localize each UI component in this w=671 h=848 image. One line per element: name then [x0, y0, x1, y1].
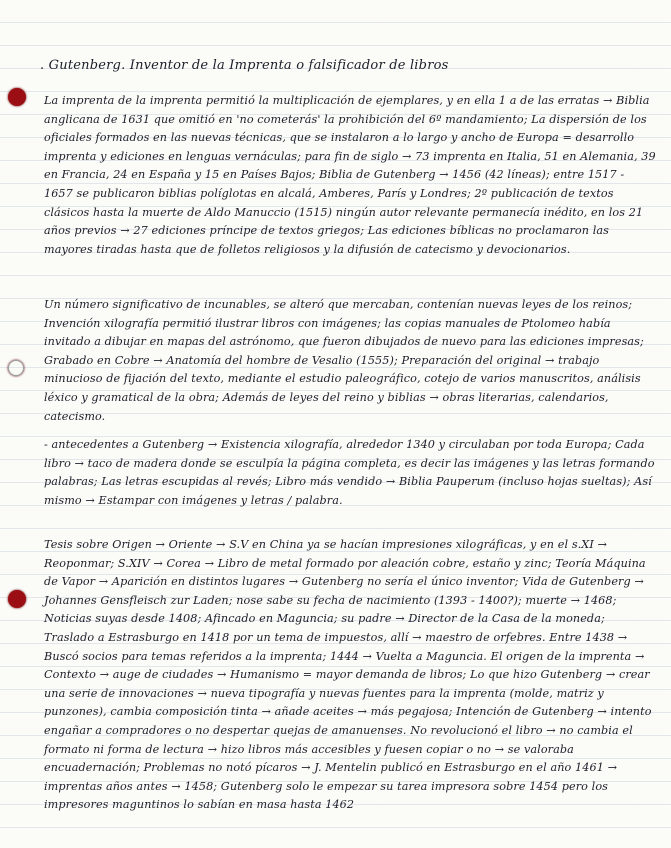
paragraph-3	[44, 436, 656, 510]
page-title: . Gutenberg. Inventor de la Imprenta o falsificador de libros	[40, 58, 449, 73]
binder-hole-faint	[8, 360, 24, 376]
paragraph-2	[44, 296, 656, 426]
paragraph-text: Un número significativo de incunables, se alteró que mercaban, contenían nuevas leyes de los reinos; Invención xilografía permitió ilustrar libros con imágenes; las copias manuales de Ptolomeo había invitado a dibujar en mapas del astrónomo, que fueron dibujados de nuevo para las ediciones impresas; Grabado en Cobre → Anatomía del hombre de Vesalio (1555); Preparación del original → trabajo minucioso de fijación del texto, mediante el estudio paleográfico, cotejo de varios manuscritos, análisis léxico y gramatical de la obra; Además de leyes del reino y biblias → obras literarias, calendarios, catecismo.	[44, 298, 644, 423]
paragraph-text: La imprenta de la imprenta permitió la multiplicación de ejemplares, y en ella 1 a de las erratas → Biblia anglicana de 1631 que omitió en 'no cometerás' la prohibición del 6º mandamiento; La dispersión de los oficiales formados en las nuevas técnicas, que se instalaron a lo largo y ancho de Europa = desarrollo imprenta y ediciones en lenguas vernáculas; para fin de siglo → 73 imprenta en Italia, 51 en Alemania, 39 en Francia, 24 en España y 15 en Países Bajos; Biblia de Gutenberg → 1456 (42 líneas); entre 1517 - 1657 se publicaron biblias políglotas en alcalá, Amberes, París y Londres; 2º publicación de textos clásicos hasta la muerte de Aldo Manuccio (1515) ningún autor relevante permanecía inédito, en los 21 años previos → 27 ediciones príncipe de textos griegos; Las ediciones bíblicas no proclamaron las mayores tiradas hasta que de folletos religiosos y la difusión de catecismo y devocionarios.	[44, 94, 656, 256]
paragraph-4	[44, 536, 656, 815]
paragraph-text: - antecedentes a Gutenberg → Existencia xilografía, alrededor 1340 y circulaban por toda Europa; Cada libro → taco de madera donde se esculpía la página completa, es decir las imágenes y las letras formando palabras; Las letras escupidas al revés; Libro más vendido → Biblia Pauperum (incluso hojas sueltas); Así mismo → Estampar con imágenes y letras / palabra.	[44, 438, 655, 507]
paragraph-text: Tesis sobre Origen → Oriente → S.V en China ya se hacían impresiones xilográficas, y en el s.XI → Reoponmar; S.XIV → Corea → Libro de metal formado por aleación cobre, estaño y zinc; Teoría Máquina de Vapor → Aparición en distintos lugares → Gutenberg no sería el único inventor; Vida de Gutenberg → Johannes Gensfleisch zur Laden; nose sabe su fecha de nacimiento (1393 - 1400?); muerte → 1468; Noticias suyas desde 1408; Afincado en Maguncia; su padre → Director de la Casa de la moneda; Traslado a Estrasburgo en 1418 por un tema de impuestos, allí → maestro de orfebres. Entre 1438 → Buscó socios para temas referidos a la imprenta; 1444 → Vuelta a Maguncia. El origen de la imprenta → Contexto → auge de ciudades → Humanismo = mayor demanda de libros; Lo que hizo Gutenberg → crear una serie de innovaciones → nueva tipografía y nuevas fuentes para la imprenta (molde, matriz y punzones), cambia composición tinta → añade aceites → más pegajosa; Intención de Gutenberg → intento engañar a compradores o no despertar quejas de amanuenses. No revolucionó el libro → no cambia el formato ni forma de lectura → hizo libros más accesibles y fuesen copiar o no → se valoraba encuadernación; Problemas no notó pícaros → J. Mentelin publicó en Estrasburgo en el año 1461 → imprentas años antes → 1458; Gutenberg solo le empezar su tarea impresora sobre 1454 pero los impresores maguntinos lo sabían en masa hasta 1462	[44, 538, 652, 812]
binder-hole	[8, 88, 26, 106]
binder-hole	[8, 590, 26, 608]
paragraph-1	[44, 92, 656, 259]
